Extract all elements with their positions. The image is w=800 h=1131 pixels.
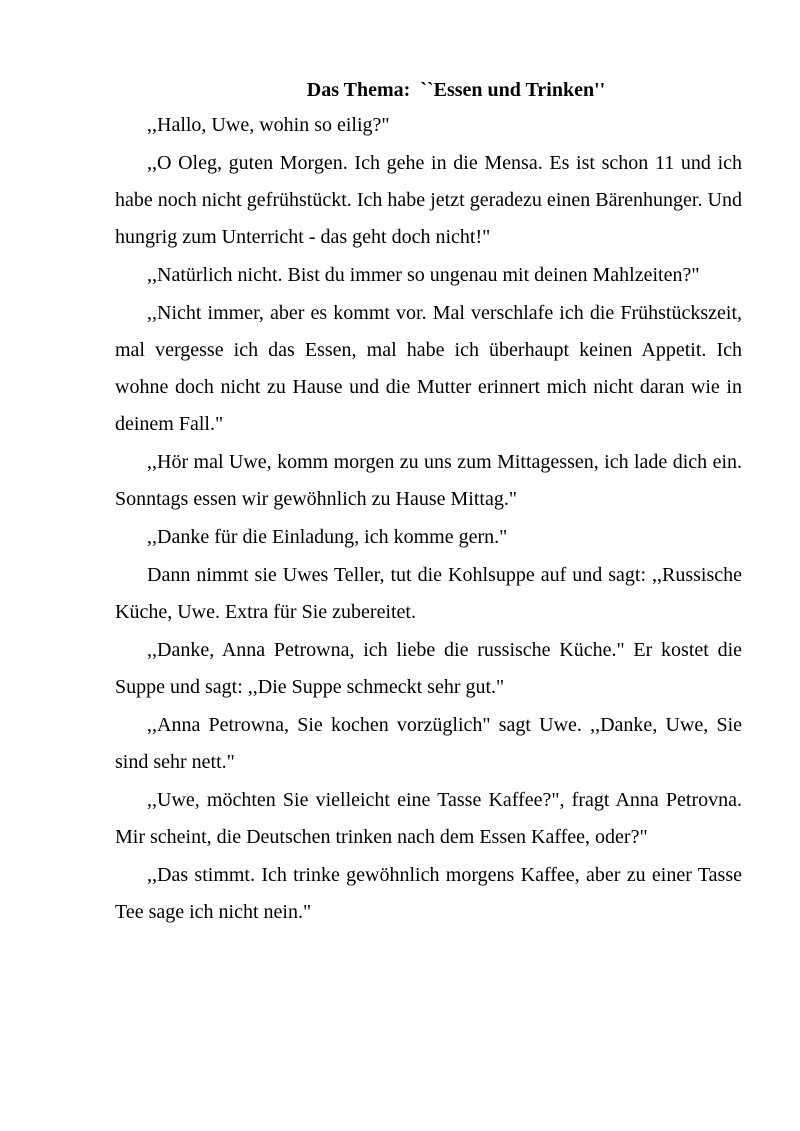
paragraph-10: ,,Uwe, möchten Sie vielleicht eine Tasse Kaffee?", fragt Anna Petrovna. Mir scheint, die Deutschen trinken nach dem Essen Kaffee, oder?" — [115, 789, 742, 848]
paragraph-2: ,,O Oleg, guten Morgen. Ich gehe in die Mensa. Es ist schon 11 und ich habe noch nicht gefrühstückt. Ich habe jetzt geradezu einen Bärenhunger. Und hungrig zum Unterricht - das geht doch nicht!" — [115, 152, 742, 248]
paragraph-5: ,,Hör mal Uwe, komm morgen zu uns zum Mittagessen, ich lade dich ein. Sonntags essen wir gewöhnlich zu Hause Mittag." — [115, 451, 742, 510]
paragraph-9: ,,Anna Petrowna, Sie kochen vorzüglich" sagt Uwe. ,,Danke, Uwe, Sie sind sehr nett." — [115, 714, 742, 773]
paragraph-11: ,,Das stimmt. Ich trinke gewöhnlich morgens Kaffee, aber zu einer Tasse Tee sage ich nicht nein." — [115, 864, 742, 923]
document-page — [115, 74, 742, 931]
document-title: Das Thema: ``Essen und Trinken'' — [306, 79, 606, 101]
paragraph-3: ,,Natürlich nicht. Bist du immer so ungenau mit deinen Mahlzeiten?" — [147, 264, 700, 286]
paragraph-6: ,,Danke für die Einladung, ich komme gern." — [147, 526, 508, 548]
paragraph-4: ,,Nicht immer, aber es kommt vor. Mal verschlafe ich die Frühstückszeit, mal vergesse ich das Essen, mal habe ich überhaupt keinen Appetit. Ich wohne doch nicht zu Hause und die Mutter erinnert mich nicht daran wie in deinem Fall." — [115, 302, 742, 435]
paragraph-1: ,,Hallo, Uwe, wohin so eilig?" — [147, 114, 390, 136]
paragraph-7: Dann nimmt sie Uwes Teller, tut die Kohlsuppe auf und sagt: ,,Russische Küche, Uwe. Extra für Sie zubereitet. — [115, 564, 742, 623]
paragraph-8: ,,Danke, Anna Petrowna, ich liebe die russische Küche." Er kostet die Suppe und sagt: ,,Die Suppe schmeckt sehr gut." — [115, 639, 742, 698]
